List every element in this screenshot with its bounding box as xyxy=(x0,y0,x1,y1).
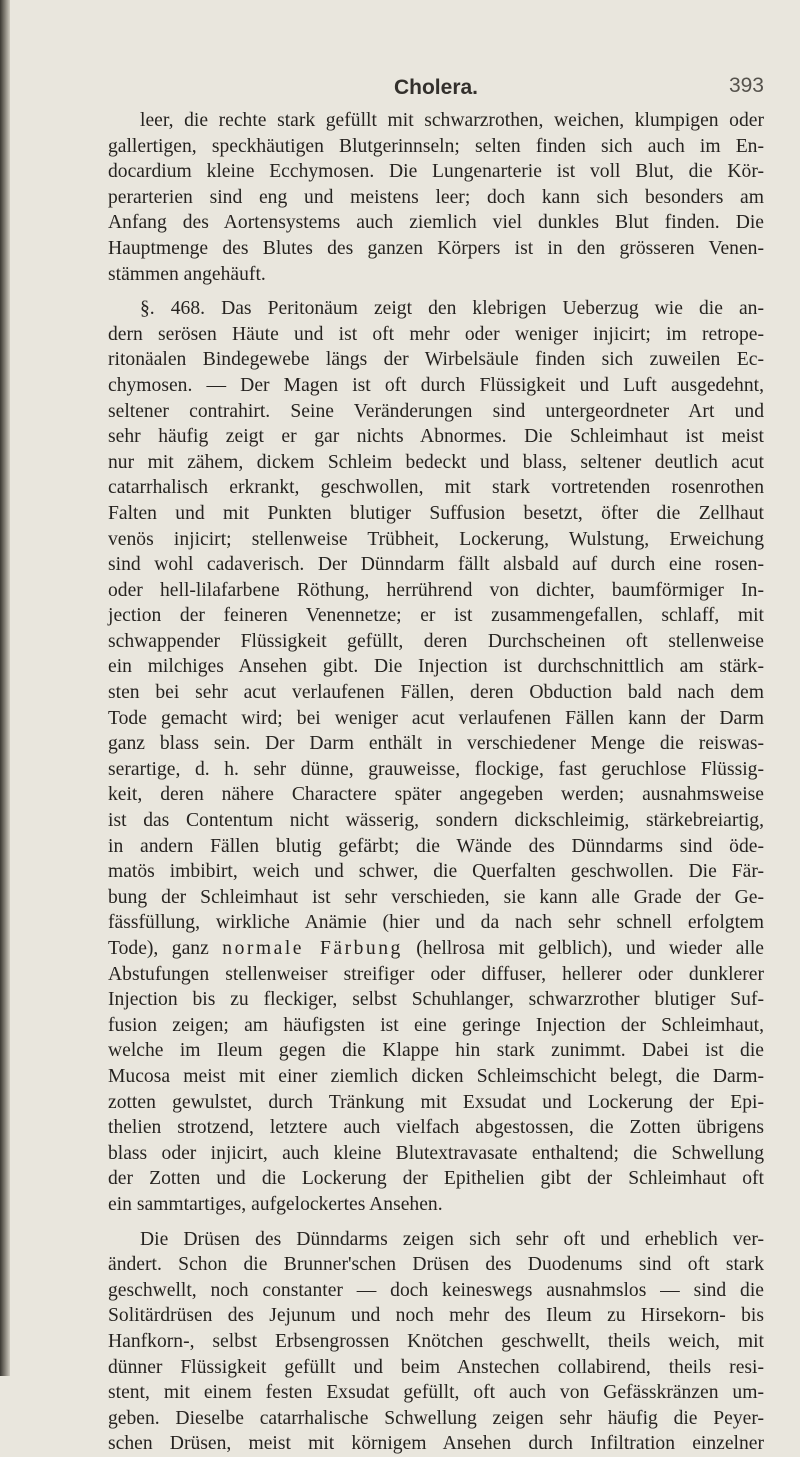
page-header xyxy=(108,76,764,104)
text-line: stent, mit einem festen Exsudat gefüllt, oft auch von Gefässkränzen um- xyxy=(108,1382,764,1404)
text-line: Anfang des Aortensystems auch ziemlich viel dunkles Blut finden. Die xyxy=(108,212,764,234)
text-line: leer, die rechte stark gefüllt mit schwarzrothen, weichen, klumpigen oder xyxy=(140,110,764,131)
text-line: keit, deren nähere Charactere später angegeben werden; ausnahmsweise xyxy=(108,784,764,806)
text-line: Hanfkorn-, selbst Erbsengrossen Knötchen geschwellt, theils weich, mit xyxy=(108,1330,764,1352)
paragraph-3 xyxy=(108,1227,764,1457)
text-line: zotten gewulstet, durch Tränkung mit Exsudat und Lockerung der Epi- xyxy=(108,1091,764,1113)
paragraph-2 xyxy=(108,296,764,1217)
text-line: geben. Dieselbe catarrhalische Schwellung zeigen sehr häufig die Peyer- xyxy=(108,1407,764,1429)
text-line: welche im Ileum gegen die Klappe hin stark zunimmt. Dabei ist die xyxy=(108,1040,764,1062)
body-text xyxy=(108,108,764,1457)
text-line: sind wohl cadaverisch. Der Dünndarm fällt alsbald auf durch eine rosen- xyxy=(108,554,764,576)
text-line: ganz blass sein. Der Darm enthält in verschiedener Menge die reiswas- xyxy=(108,733,764,755)
book-binding-edge xyxy=(0,0,10,1376)
text-line: Falten und mit Punkten blutiger Suffusion besetzt, öfter die Zellhaut xyxy=(108,502,764,524)
text-line: Solitärdrüsen des Jejunum und noch mehr des Ileum zu Hirsekorn- bis xyxy=(108,1305,764,1327)
page-number: 393 xyxy=(728,74,764,97)
text-line: perarterien sind eng und meistens leer; doch kann sich besonders am xyxy=(108,186,764,208)
text-line: schwappender Flüssigkeit gefüllt, deren Durchscheinen oft stellenweise xyxy=(108,630,764,652)
text-line: dern serösen Häute und ist oft mehr oder weniger injicirt; im retrope- xyxy=(108,323,764,345)
text-line: Hauptmenge des Blutes des ganzen Körpers ist in den grösseren Venen- xyxy=(108,237,764,259)
text-line: geschwellt, noch constanter — doch keineswegs ausnahmslos — sind die xyxy=(108,1279,764,1301)
text-line: catarrhalisch erkrankt, geschwollen, mit stark vortretenden rosenrothen xyxy=(108,477,764,499)
text-line: schen Drüsen, meist mit körnigem Ansehen durch Infiltration einzelner xyxy=(108,1433,764,1455)
text-line: matös imbibirt, weich und schwer, die Querfalten geschwollen. Die Fär- xyxy=(108,861,764,883)
text-line: §. 468. Das Peritonäum zeigt den klebrigen Ueberzug wie die an- xyxy=(140,298,764,320)
text-line: fässfüllung, wirkliche Anämie (hier und da nach sehr schnell erfolgtem xyxy=(108,912,764,934)
text-line: oder hell-lilafarbene Röthung, herrührend von dichter, baumförmiger In- xyxy=(108,579,764,601)
text-line: thelien strotzend, letztere auch vielfach abgestossen, die Zotten übrigens xyxy=(108,1117,764,1139)
text-line: docardium kleine Ecchymosen. Die Lungenarterie ist voll Blut, die Kör- xyxy=(108,161,764,183)
text-line: der Zotten und die Lockerung der Epithelien gibt der Schleimhaut oft xyxy=(108,1168,764,1190)
text-line: ritonäalen Bindegewebe längs der Wirbelsäule finden sich zuweilen Ec- xyxy=(108,349,764,371)
text-line: ein milchiges Ansehen gibt. Die Injection ist durchschnittlich am stärk- xyxy=(108,656,764,678)
text-line: dünner Flüssigkeit gefüllt und beim Anstechen collabirend, theils resi- xyxy=(108,1356,764,1378)
text-line: Tode), ganz normale Färbung (hellrosa mit gelblich), und wieder alle xyxy=(108,938,764,959)
text-line: stämmen angehäuft. xyxy=(108,263,266,285)
text-line: fusion zeigen; am häufigsten ist eine geringe Injection der Schleimhaut, xyxy=(108,1014,764,1036)
text-line: ändert. Schon die Brunner'schen Drüsen des Duodenums sind oft stark xyxy=(108,1254,764,1276)
text-line: in andern Fällen blutig gefärbt; die Wände des Dünndarms sind öde- xyxy=(108,835,764,857)
text-line: ein sammtartiges, aufgelockertes Ansehen. xyxy=(108,1193,443,1215)
text-line: Abstufungen stellenweiser streifiger oder diffuser, hellerer oder dunklerer xyxy=(108,963,764,985)
paragraph-1 xyxy=(108,108,764,287)
text-line: blass oder injicirt, auch kleine Blutextravasate enthaltend; die Schwellung xyxy=(108,1142,764,1164)
text-line: Injection bis zu fleckiger, selbst Schuhlanger, schwarzrother blutiger Suf- xyxy=(108,989,764,1011)
text-line: Mucosa meist mit einer ziemlich dicken Schleimschicht belegt, die Darm- xyxy=(108,1065,764,1087)
running-title: Cholera. xyxy=(393,76,479,99)
text-line: serartige, d. h. sehr dünne, grauweisse, flockige, fast geruchlose Flüssig- xyxy=(108,758,764,780)
text-line: nur mit zähem, dickem Schleim bedeckt und blass, seltener deutlich acut xyxy=(108,451,764,473)
text-line: jection der feineren Venennetze; er ist zusammengefallen, schlaff, mit xyxy=(108,605,764,627)
text-line: bung der Schleimhaut ist sehr verschieden, sie kann alle Grade der Ge- xyxy=(108,886,764,908)
spaced-emphasis: normale Färbung xyxy=(222,938,403,959)
text-line: seltener contrahirt. Seine Veränderungen sind untergeordneter Art und xyxy=(108,400,764,422)
book-page xyxy=(108,76,764,1457)
text-line: gallertigen, speckhäutigen Blutgerinnseln; selten finden sich auch im En- xyxy=(108,135,764,157)
text-line: sten bei sehr acut verlaufenen Fällen, deren Obduction bald nach dem xyxy=(108,682,764,704)
text-line: Die Drüsen des Dünndarms zeigen sich sehr oft und erheblich ver- xyxy=(140,1228,764,1250)
text-line: sehr häufig zeigt er gar nichts Abnormes. Die Schleimhaut ist meist xyxy=(108,426,764,448)
text-line: venös injicirt; stellenweise Trübheit, Lockerung, Wulstung, Erweichung xyxy=(108,528,764,550)
text-line: chymosen. — Der Magen ist oft durch Flüssigkeit und Luft ausgedehnt, xyxy=(108,374,764,396)
text-line: ist das Contentum nicht wässerig, sondern dickschleimig, stärkebreiartig, xyxy=(108,810,764,832)
text-line: Tode gemacht wird; bei weniger acut verlaufenen Fällen kann der Darm xyxy=(108,707,764,729)
